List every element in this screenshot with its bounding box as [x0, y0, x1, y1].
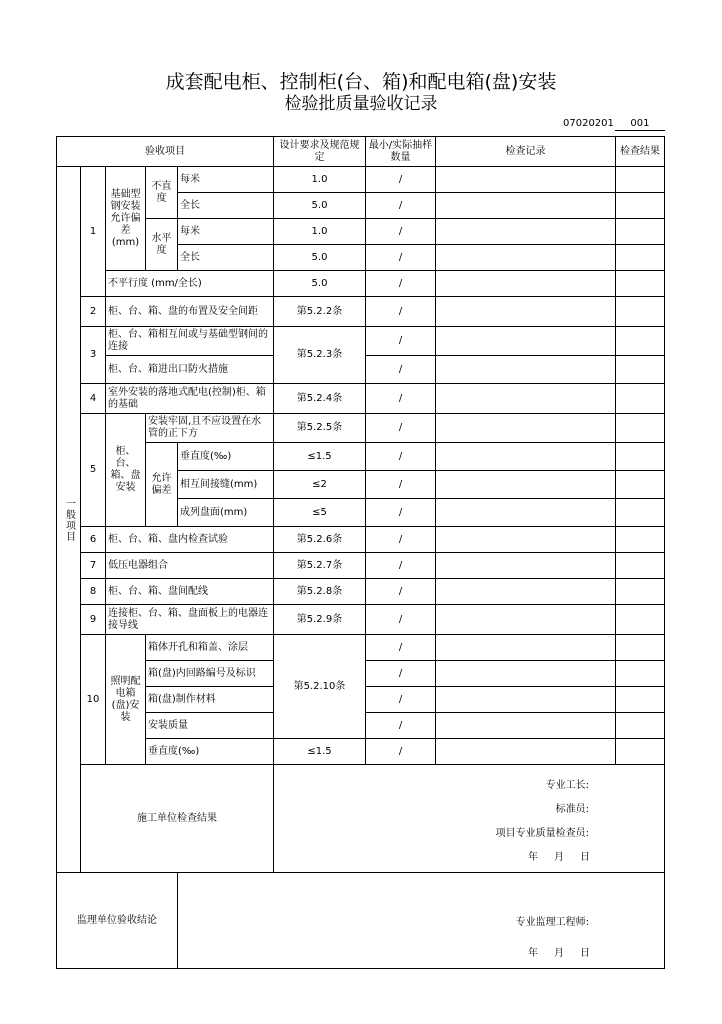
- item-number: 8: [81, 579, 106, 605]
- header-result: 检查结果: [616, 137, 665, 167]
- sample-value: /: [366, 471, 436, 499]
- sample-value: /: [366, 271, 436, 297]
- design-value: 第5.2.7条: [274, 553, 366, 579]
- item-number: 4: [81, 384, 106, 414]
- record-cell[interactable]: [436, 713, 616, 739]
- result-cell[interactable]: [616, 327, 665, 356]
- result-cell[interactable]: [616, 443, 665, 471]
- result-cell[interactable]: [616, 193, 665, 219]
- sample-value: /: [366, 687, 436, 713]
- record-cell[interactable]: [436, 605, 616, 635]
- quality-inspector-label: 项目专业质量检查员:: [495, 828, 589, 839]
- result-cell[interactable]: [616, 167, 665, 193]
- result-cell[interactable]: [616, 499, 665, 527]
- sub-group-label: 不直度: [146, 167, 178, 219]
- result-cell[interactable]: [616, 661, 665, 687]
- day-label: 日: [580, 948, 590, 959]
- standard-officer-label: 标准员:: [555, 804, 589, 815]
- item-text: 低压电器组合: [106, 553, 274, 579]
- item-text: 柜、台、箱相互间或与基础型钢间的连接: [106, 327, 274, 356]
- sample-value: /: [366, 739, 436, 765]
- record-cell[interactable]: [436, 356, 616, 384]
- design-value: 第5.2.6条: [274, 527, 366, 553]
- design-value: 5.0: [274, 245, 366, 271]
- construction-date: [512, 852, 590, 864]
- form-title: 成套配电柜、控制柜(台、箱)和配电箱(盘)安装: [165, 71, 557, 93]
- result-cell[interactable]: [616, 579, 665, 605]
- item-number: 3: [81, 327, 106, 384]
- form-subtitle: 检验批质量验收记录: [284, 94, 438, 114]
- record-cell[interactable]: [436, 579, 616, 605]
- sample-value: /: [366, 414, 436, 443]
- result-cell[interactable]: [616, 635, 665, 661]
- sample-value: /: [366, 384, 436, 414]
- design-value: 第5.2.9条: [274, 605, 366, 635]
- design-value: 1.0: [274, 167, 366, 193]
- item-text: 每米: [178, 219, 274, 245]
- supervision-date: [512, 948, 590, 960]
- item-text: 不平行度 (mm/全长): [106, 271, 274, 297]
- record-cell[interactable]: [436, 193, 616, 219]
- item-text: 柜、台、箱、盘内检查试验: [106, 527, 274, 553]
- result-cell[interactable]: [616, 527, 665, 553]
- inspection-table: [56, 136, 665, 969]
- record-cell[interactable]: [436, 635, 616, 661]
- result-cell[interactable]: [616, 271, 665, 297]
- design-value: 第5.2.8条: [274, 579, 366, 605]
- sample-value: /: [366, 527, 436, 553]
- design-value: ≤5: [274, 499, 366, 527]
- sample-value: /: [366, 327, 436, 356]
- result-cell[interactable]: [616, 553, 665, 579]
- sub-group-label: 水平度: [146, 219, 178, 271]
- item-number: 1: [81, 167, 106, 297]
- record-cell[interactable]: [436, 327, 616, 356]
- sample-value: /: [366, 167, 436, 193]
- record-cell[interactable]: [436, 443, 616, 471]
- result-cell[interactable]: [616, 384, 665, 414]
- item-text: 箱体开孔和箱盖、涂层: [146, 635, 274, 661]
- general-items-label: 一般项目: [57, 167, 81, 873]
- item-text: 柜、台、箱进出口防火措施: [106, 356, 274, 384]
- item-text: 全长: [178, 245, 274, 271]
- construction-label: 施工单位检查结果: [81, 765, 274, 873]
- item-text: 全长: [178, 193, 274, 219]
- result-cell[interactable]: [616, 713, 665, 739]
- design-value: ≤1.5: [274, 739, 366, 765]
- item-group-label: 基础型钢安装允许偏差(mm): [106, 167, 146, 271]
- item-text: 相互间接缝(mm): [178, 471, 274, 499]
- year-label: 年: [528, 852, 538, 863]
- item-text: 室外安装的落地式配电(控制)柜、箱的基础: [106, 384, 274, 414]
- item-text: 每米: [178, 167, 274, 193]
- item-number: 5: [81, 414, 106, 527]
- day-label: 日: [580, 852, 590, 863]
- record-cell[interactable]: [436, 245, 616, 271]
- item-text: 垂直度(‰): [146, 739, 274, 765]
- month-label: 月: [554, 852, 564, 863]
- item-text: 安装质量: [146, 713, 274, 739]
- record-cell[interactable]: [436, 219, 616, 245]
- record-cell[interactable]: [436, 527, 616, 553]
- record-cell[interactable]: [436, 271, 616, 297]
- design-value: 5.0: [274, 271, 366, 297]
- item-text: 成列盘面(mm): [178, 499, 274, 527]
- sample-value: /: [366, 219, 436, 245]
- month-label: 月: [554, 948, 564, 959]
- sample-value: /: [366, 297, 436, 327]
- supervising-engineer-label: 专业监理工程师:: [515, 917, 589, 928]
- item-number: 10: [81, 635, 106, 765]
- sample-value: /: [366, 499, 436, 527]
- supervision-label: 监理单位验收结论: [57, 873, 178, 969]
- design-value: 第5.2.2条: [274, 297, 366, 327]
- sample-value: /: [366, 245, 436, 271]
- record-cell[interactable]: [436, 167, 616, 193]
- document-prefix: 07020201: [563, 118, 614, 129]
- item-text: 箱(盘)内回路编号及标识: [146, 661, 274, 687]
- item-group-label: 照明配电箱(盘)安装: [106, 635, 146, 765]
- construction-signature-area[interactable]: [274, 765, 665, 873]
- record-cell[interactable]: [436, 553, 616, 579]
- record-cell[interactable]: [436, 471, 616, 499]
- sample-value: /: [366, 443, 436, 471]
- result-cell[interactable]: [616, 219, 665, 245]
- design-value: 第5.2.4条: [274, 384, 366, 414]
- item-text: 箱(盘)制作材料: [146, 687, 274, 713]
- item-text: 柜、台、箱、盘间配线: [106, 579, 274, 605]
- supervision-section: [57, 873, 665, 969]
- foreman-label: 专业工长:: [545, 780, 589, 791]
- item-text: 连接柜、台、箱、盘面板上的电器连接导线: [106, 605, 274, 635]
- year-label: 年: [528, 948, 538, 959]
- item-text: 柜、台、箱、盘的布置及安全间距: [106, 297, 274, 327]
- result-cell[interactable]: [616, 245, 665, 271]
- sample-value: /: [366, 193, 436, 219]
- sample-value: /: [366, 579, 436, 605]
- record-cell[interactable]: [436, 661, 616, 687]
- item-text: 安装牢固,且不应设置在水管的正下方: [146, 414, 274, 443]
- record-cell[interactable]: [436, 297, 616, 327]
- item-number: 6: [81, 527, 106, 553]
- record-cell[interactable]: [436, 414, 616, 443]
- construction-section: [57, 765, 665, 873]
- header-record: 检查记录: [436, 137, 616, 167]
- design-value: 第5.2.10条: [274, 635, 366, 739]
- record-cell[interactable]: [436, 384, 616, 414]
- record-cell[interactable]: [436, 739, 616, 765]
- sample-value: /: [366, 356, 436, 384]
- item-number: 2: [81, 297, 106, 327]
- sub-group-label: 允许偏差: [146, 443, 178, 527]
- item-number: 7: [81, 553, 106, 579]
- supervision-signature-area[interactable]: [178, 873, 665, 969]
- item-number: 9: [81, 605, 106, 635]
- header-item: 验收项目: [57, 137, 274, 167]
- design-value: 1.0: [274, 219, 366, 245]
- result-cell[interactable]: [616, 471, 665, 499]
- item-group-label: 柜、台、箱、盘安装: [106, 414, 146, 527]
- record-cell[interactable]: [436, 687, 616, 713]
- header-design: 设计要求及规范规定: [274, 137, 366, 167]
- result-cell[interactable]: [616, 414, 665, 443]
- design-value: ≤2: [274, 471, 366, 499]
- document-number: [563, 118, 665, 131]
- design-value: ≤1.5: [274, 443, 366, 471]
- header-sample: 最小/实际抽样数量: [366, 137, 436, 167]
- sample-value: /: [366, 553, 436, 579]
- design-value: 5.0: [274, 193, 366, 219]
- result-cell[interactable]: [616, 739, 665, 765]
- design-value: 第5.2.3条: [274, 327, 366, 384]
- sample-value: /: [366, 635, 436, 661]
- result-cell[interactable]: [616, 605, 665, 635]
- sample-value: /: [366, 713, 436, 739]
- result-cell[interactable]: [616, 297, 665, 327]
- document-serial: 001: [615, 118, 665, 131]
- result-cell[interactable]: [616, 687, 665, 713]
- sample-value: /: [366, 661, 436, 687]
- result-cell[interactable]: [616, 356, 665, 384]
- record-cell[interactable]: [436, 499, 616, 527]
- sample-value: /: [366, 605, 436, 635]
- header-row: [57, 137, 665, 167]
- design-value: 第5.2.5条: [274, 414, 366, 443]
- item-text: 垂直度(‰): [178, 443, 274, 471]
